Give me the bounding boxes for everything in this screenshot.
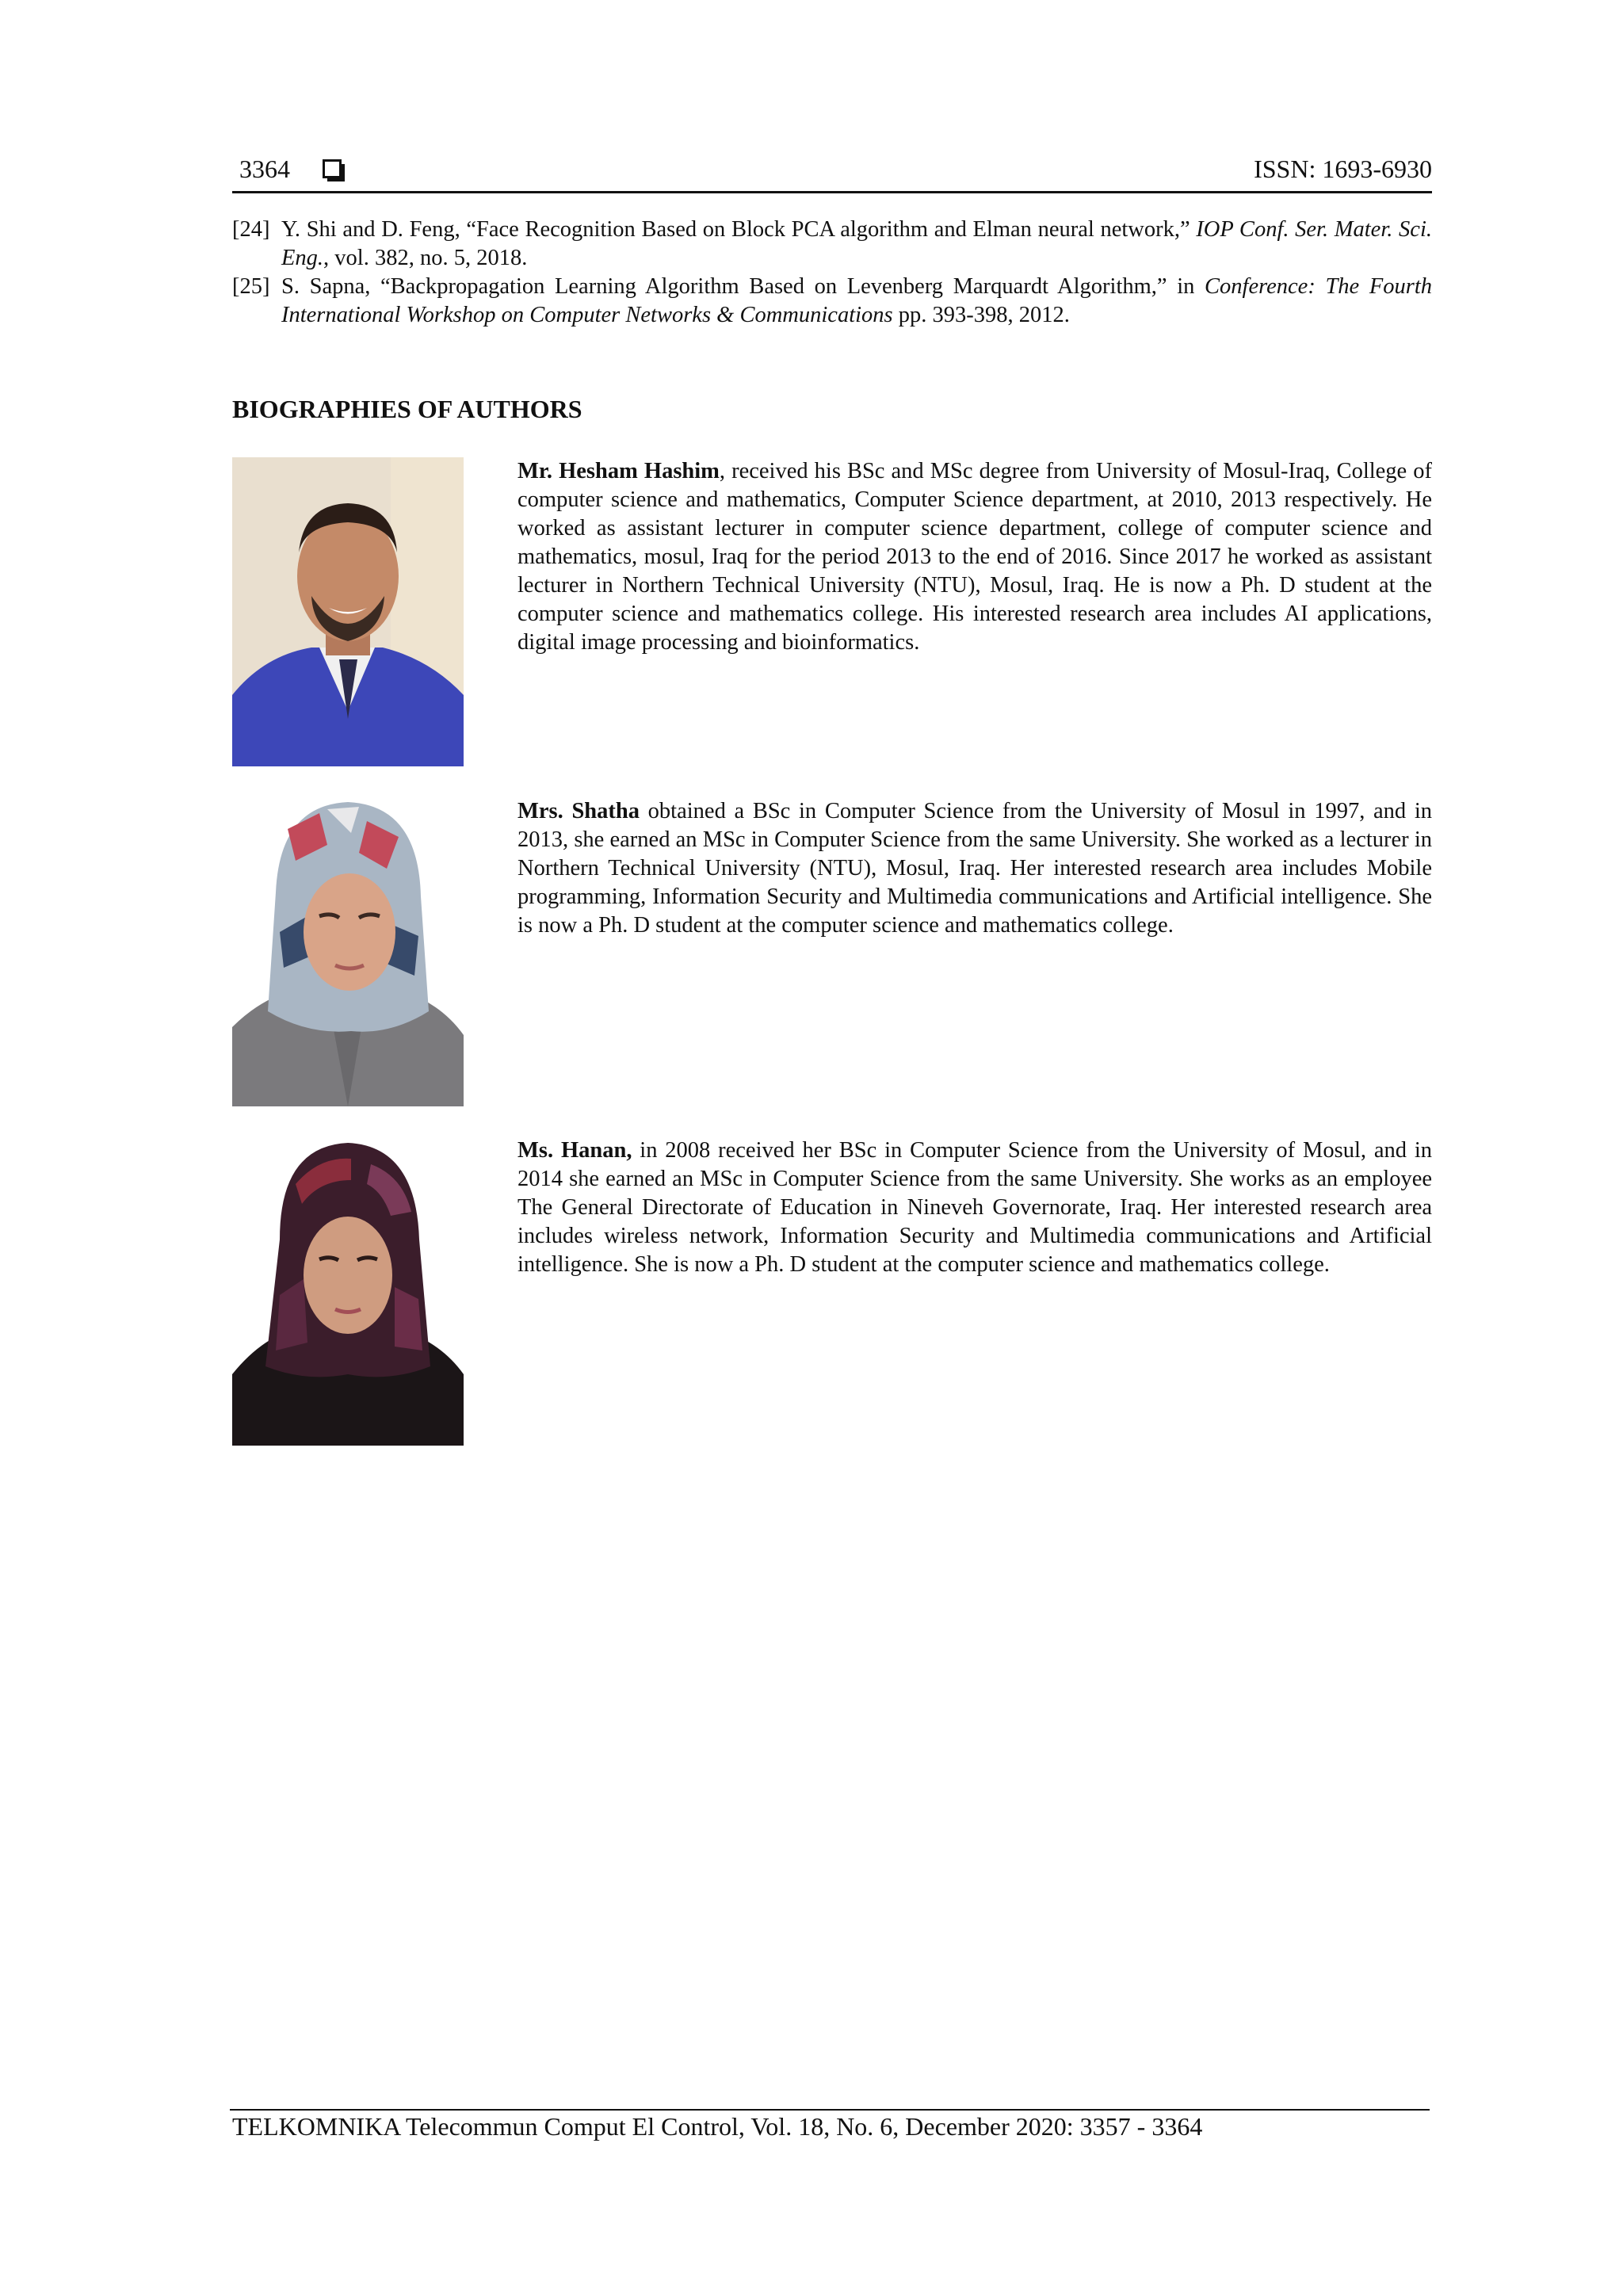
author-name: Ms. Hanan, [517, 1138, 632, 1163]
reference-text: S. Sapna, “Backpropagation Learning Algorithm Based on Levenberg Marquardt Algorithm,” in [281, 274, 1205, 299]
author-bio-text [517, 457, 1432, 657]
page-number: 3364 [239, 155, 290, 183]
reference-list [232, 216, 1432, 330]
reference-details: pp. 393-398, 2012. [892, 303, 1070, 327]
reference-number: [24] [232, 217, 270, 242]
square-bullet-icon [323, 159, 342, 178]
reference-item [232, 216, 1432, 273]
biographies-heading: BIOGRAPHIES OF AUTHORS [232, 395, 582, 423]
reference-details: , vol. 382, no. 5, 2018. [323, 246, 528, 270]
author-description: , received his BSc and MSc degree from University of Mosul-Iraq, College of computer science and mathematics, Computer Science department, at 2010, 2013 respectively. He worked as assistant lecturer in computer science department, college of computer science and mathematics, mosul, Iraq for the period 2013 to the end of 2016. Since 2017 he worked as assistant lecturer in Northern Technical University (NTU), Mosul, Iraq. He is now a Ph. D student at the computer science and mathematics college. His interested research area includes AI applications, digital image processing and bioinformatics. [517, 459, 1432, 655]
author-bio-text [517, 797, 1432, 940]
author-description: obtained a BSc in Computer Science from the University of Mosul in 1997, and in 2013, she earned an MSc in Computer Science from the same University. She worked as a lecturer in Northern Technical University (NTU), Mosul, Iraq. Her interested research area includes Mobile programming, Information Security and Multimedia communications and Artificial intelligence. She is now a Ph. D student at the computer science and mathematics college. [517, 799, 1432, 938]
reference-journal: IOP Conf. Ser. Mater. Sci. Eng. [281, 217, 1432, 270]
author-photo-shatha [232, 797, 464, 1106]
reference-journal: Conference: The Fourth International Workshop on Computer Networks & Communications [281, 274, 1433, 327]
reference-text: Y. Shi and D. Feng, “Face Recognition Based on Block PCA algorithm and Elman neural network,” [281, 217, 1197, 242]
page-footer: TELKOMNIKA Telecommun Comput El Control, Vol. 18, No. 6, December 2020: 3357 - 3364 [232, 2112, 1203, 2141]
author-photo [232, 797, 464, 1106]
author-photo-hanan [232, 1137, 464, 1446]
reference-number: [25] [232, 274, 270, 299]
author-photo [232, 457, 464, 766]
author-name: Mr. Hesham Hashim [517, 459, 720, 483]
author-bio-text [517, 1137, 1432, 1279]
author-description: in 2008 received her BSc in Computer Science from the University of Mosul, and in 2014 she earned an MSc in Computer Science from the same University. She works as an employee The General Directorate of Education in Nineveh Governorate, Iraq. Her interested research area includes wireless network, Information Security and Multimedia communications and Artificial intelligence. She is now a Ph. D student at the computer science and mathematics college. [517, 1138, 1432, 1277]
page-header [232, 155, 1432, 186]
author-photo [232, 1137, 464, 1446]
author-name: Mrs. Shatha [517, 799, 640, 823]
footer-divider [230, 2109, 1430, 2111]
reference-item [232, 273, 1432, 330]
header-divider [232, 191, 1432, 193]
issn-label: ISSN: 1693-6930 [1254, 155, 1432, 183]
author-photo-hesham [232, 457, 464, 766]
